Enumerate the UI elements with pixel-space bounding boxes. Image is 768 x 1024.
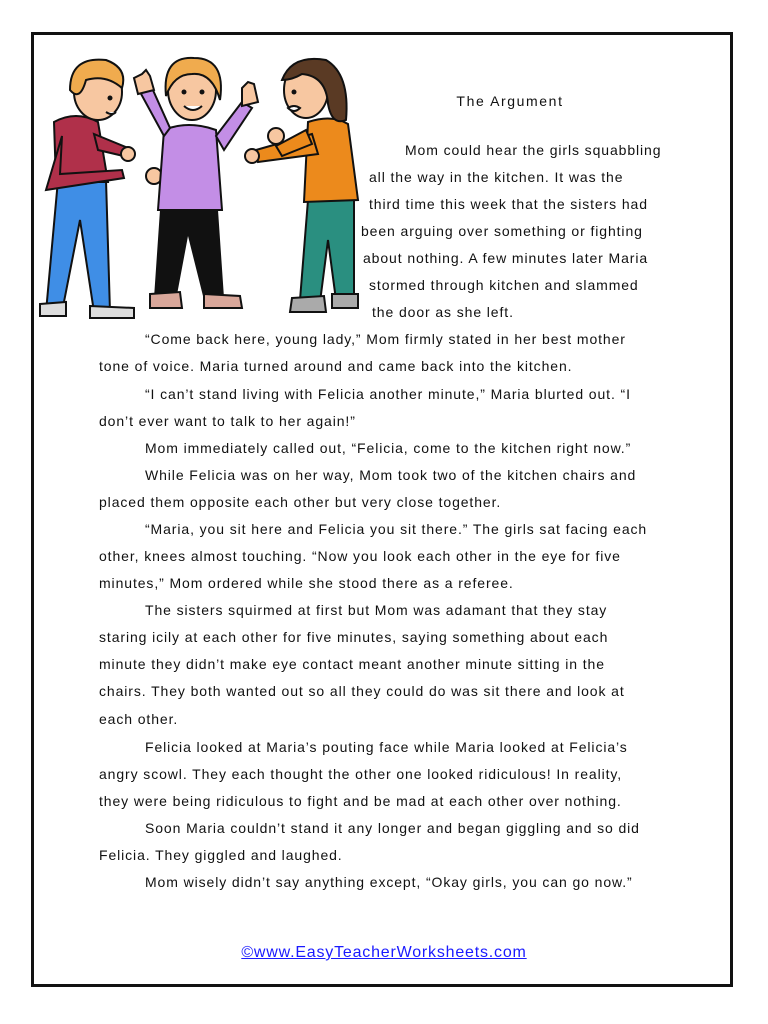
story-line: Mom could hear the girls squabbling [405, 142, 662, 158]
story-line: been arguing over something or fighting [361, 223, 643, 239]
worksheet-site-link[interactable]: ©www.EasyTeacherWorksheets.com [241, 944, 527, 961]
story-line: Soon Maria couldn’t stand it any longer and began giggling and so did [145, 820, 640, 836]
story-line: all the way in the kitchen. It was the [369, 169, 624, 185]
girls-arguing-illustration [36, 50, 366, 325]
story-line: don’t ever want to talk to her again!” [99, 413, 356, 429]
story-line: angry scowl. They each thought the other one looked ridiculous! In reality, [99, 766, 623, 782]
story-line: “Maria, you sit here and Felicia you sit there.” The girls sat facing each [145, 521, 648, 537]
story-line: “Come back here, young lady,” Mom firmly stated in her best mother [145, 331, 626, 347]
story-line: the door as she left. [372, 304, 514, 320]
story-line: The sisters squirmed at first but Mom was adamant that they stay [145, 602, 608, 618]
story-title: The Argument [456, 93, 564, 109]
story-line: Mom immediately called out, “Felicia, come to the kitchen right now.” [145, 440, 632, 456]
story-line: chairs. They both wanted out so all they could do was sit there and look at [99, 683, 625, 699]
story-line: stormed through kitchen and slammed [369, 277, 639, 293]
story-line: about nothing. A few minutes later Maria [363, 250, 649, 266]
story-line: third time this week that the sisters had [369, 196, 648, 212]
story-line: While Felicia was on her way, Mom took two of the kitchen chairs and [145, 467, 637, 483]
story-line: they were being ridiculous to fight and be mad at each other over nothing. [99, 793, 622, 809]
right-girl-figure [245, 59, 358, 312]
story-line: tone of voice. Maria turned around and came back into the kitchen. [99, 358, 573, 374]
story-line: minute they didn’t make eye contact meant another minute sitting in the [99, 656, 605, 672]
footer [0, 944, 768, 962]
story-line: other, knees almost touching. “Now you look each other in the eye for five [99, 548, 621, 564]
story-line: “I can’t stand living with Felicia another minute,” Maria blurted out. “I [145, 386, 631, 402]
story-line: placed them opposite each other but very close together. [99, 494, 502, 510]
story-line: minutes,” Mom ordered while she stood there as a referee. [99, 575, 514, 591]
story-line: Felicia. They giggled and laughed. [99, 847, 343, 863]
story-line: Mom wisely didn’t say anything except, “Okay girls, you can go now.” [145, 874, 633, 890]
story-line: Felicia looked at Maria’s pouting face while Maria looked at Felicia’s [145, 739, 628, 755]
story-line: staring icily at each other for five minutes, saying something about each [99, 629, 609, 645]
story-line: each other. [99, 711, 179, 727]
